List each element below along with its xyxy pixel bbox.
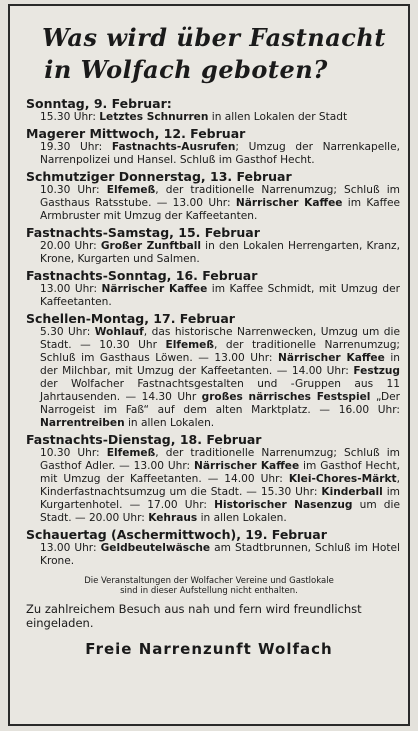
closing-text: Zu zahlreichem Besuch aus nah und fern wird freundlichst eingeladen. xyxy=(26,602,362,630)
event-highlight: Elfemeß xyxy=(106,447,156,459)
event-description xyxy=(40,542,400,568)
event-text: , der traditionelle Narrenumzug; Schluß im Gasthof Adler. — 13.00 Uhr: xyxy=(40,447,400,472)
announcement-page xyxy=(8,4,410,726)
event-text: 10.30 Uhr: xyxy=(40,184,107,196)
event-item xyxy=(26,527,400,568)
event-item xyxy=(26,225,400,266)
event-heading: Sonntag, 9. Februar: xyxy=(26,96,172,111)
event-highlight: Festzug xyxy=(353,365,400,377)
event-highlight: Klei-Chores-Märkt xyxy=(288,473,397,485)
event-text: 13.00 Uhr: xyxy=(40,283,102,295)
event-text: der Wolfacher Fastnachtsgestalten und -Gruppen aus 11 Jahrtausenden. — 14.30 Uhr xyxy=(40,378,400,403)
event-description xyxy=(40,240,400,266)
event-highlight: Kehraus xyxy=(148,512,198,524)
footnote xyxy=(20,576,398,596)
event-text: 19.30 Uhr: xyxy=(40,141,112,153)
event-text: um die Stadt. — 20.00 Uhr: xyxy=(40,499,400,524)
event-text: , Kinderfastnachtsumzug um die Stadt. — 15.30 Uhr: xyxy=(40,473,400,498)
event-text: 15.30 Uhr: xyxy=(40,111,100,123)
event-highlight: Elfemeß xyxy=(106,184,156,196)
event-text: im Gasthof Hecht, mit Umzug der Kaffeetanten. — 14.00 Uhr: xyxy=(40,460,400,485)
event-text: „Der Narrogeist im Faß“ auf dem alten Marktplatz. — 16.00 Uhr: xyxy=(40,391,400,416)
title-line-2: in Wolfach geboten? xyxy=(44,55,328,84)
event-highlight: Großer Zunftball xyxy=(100,240,201,252)
event-highlight: Wohlauf xyxy=(94,326,144,338)
event-text: 10.30 Uhr: xyxy=(40,447,107,459)
event-text: in allen Lokalen der Stadt xyxy=(208,111,348,123)
event-text: in allen Lokalen. xyxy=(197,512,287,524)
event-text: 20.00 Uhr: xyxy=(40,240,101,252)
event-description xyxy=(40,447,400,525)
event-highlight: Letztes Schnurren xyxy=(99,111,209,123)
event-highlight: Närrischer Kaffee xyxy=(278,352,385,364)
event-highlight: Elfemeß xyxy=(165,339,214,351)
event-text: im Kurgartenhotel. — 17.00 Uhr: xyxy=(40,486,400,511)
footnote-line-2: sind in dieser Aufstellung nicht enthalten. xyxy=(120,586,298,596)
event-item xyxy=(26,96,400,124)
event-list xyxy=(26,96,400,568)
event-description xyxy=(40,326,400,430)
event-heading: Schauertag (Aschermittwoch), 19. Februar xyxy=(26,527,327,542)
event-highlight: Fastnachts-Ausrufen xyxy=(111,141,236,153)
event-text: 13.00 Uhr: xyxy=(40,542,101,554)
event-item xyxy=(26,169,400,223)
footnote-line-1: Die Veranstaltungen der Wolfacher Vereine und Gastlokale xyxy=(84,576,334,586)
event-description xyxy=(40,141,400,167)
event-text: im Kaffee Schmidt, mit Umzug der Kaffeetanten. xyxy=(40,283,400,308)
event-text: ; Umzug der Narrenkapelle, Narrenpolizei und Hansel. Schluß im Gasthof Hecht. xyxy=(40,141,400,166)
event-highlight: großes närrisches Festspiel xyxy=(201,391,371,403)
event-item xyxy=(26,311,400,430)
event-text: , der traditionelle Narrenumzug; Schluß im Gasthaus Ratsstube. — 13.00 Uhr: xyxy=(40,184,400,209)
event-heading: Schellen-Montag, 17. Februar xyxy=(26,311,235,326)
event-highlight: Kinderball xyxy=(321,486,383,498)
event-text: in den Lokalen Herrengarten, Kranz, Krone, Kurgarten und Salmen. xyxy=(40,240,400,265)
event-item xyxy=(26,268,400,309)
event-heading: Fastnachts-Sonntag, 16. Februar xyxy=(26,268,258,283)
event-highlight: Historischer Nasenzug xyxy=(214,499,353,511)
event-highlight: Narrentreiben xyxy=(40,417,125,429)
event-text: am Stadtbrunnen, Schluß im Hotel Krone. xyxy=(40,542,400,567)
signature: Freie Narrenzunft Wolfach xyxy=(85,640,333,658)
event-heading: Magerer Mittwoch, 12. Februar xyxy=(26,126,246,141)
event-text: 5.30 Uhr: xyxy=(40,326,95,338)
event-heading: Fastnachts-Samstag, 15. Februar xyxy=(26,225,260,240)
event-text: im Kaffee Armbruster mit Umzug der Kaffeetanten. xyxy=(40,197,400,222)
event-highlight: Närrischer Kaffee xyxy=(193,460,300,472)
event-description xyxy=(40,111,400,124)
event-text: , der traditionelle Narrenumzug; Schluß im Gasthaus Löwen. — 13.00 Uhr: xyxy=(40,339,400,364)
event-highlight: Närrischer Kaffee xyxy=(235,197,343,209)
event-description xyxy=(40,283,400,309)
event-highlight: Geldbeutelwäsche xyxy=(100,542,211,554)
event-heading: Fastnachts-Dienstag, 18. Februar xyxy=(26,432,262,447)
event-description xyxy=(40,184,400,223)
event-text: , das historische Narrenwecken, Umzug um die Stadt. — 10.30 Uhr xyxy=(40,326,400,351)
event-item xyxy=(26,126,400,167)
page-title xyxy=(10,22,408,86)
event-highlight: Närrischer Kaffee xyxy=(101,283,208,295)
event-text: in allen Lokalen. xyxy=(124,417,215,429)
event-heading: Schmutziger Donnerstag, 13. Februar xyxy=(26,169,292,184)
title-line-1: Was wird über Fastnacht xyxy=(42,23,386,52)
event-text: in der Milchbar, mit Umzug der Kaffeetanten. — 14.00 Uhr: xyxy=(40,352,400,377)
event-item xyxy=(26,432,400,525)
